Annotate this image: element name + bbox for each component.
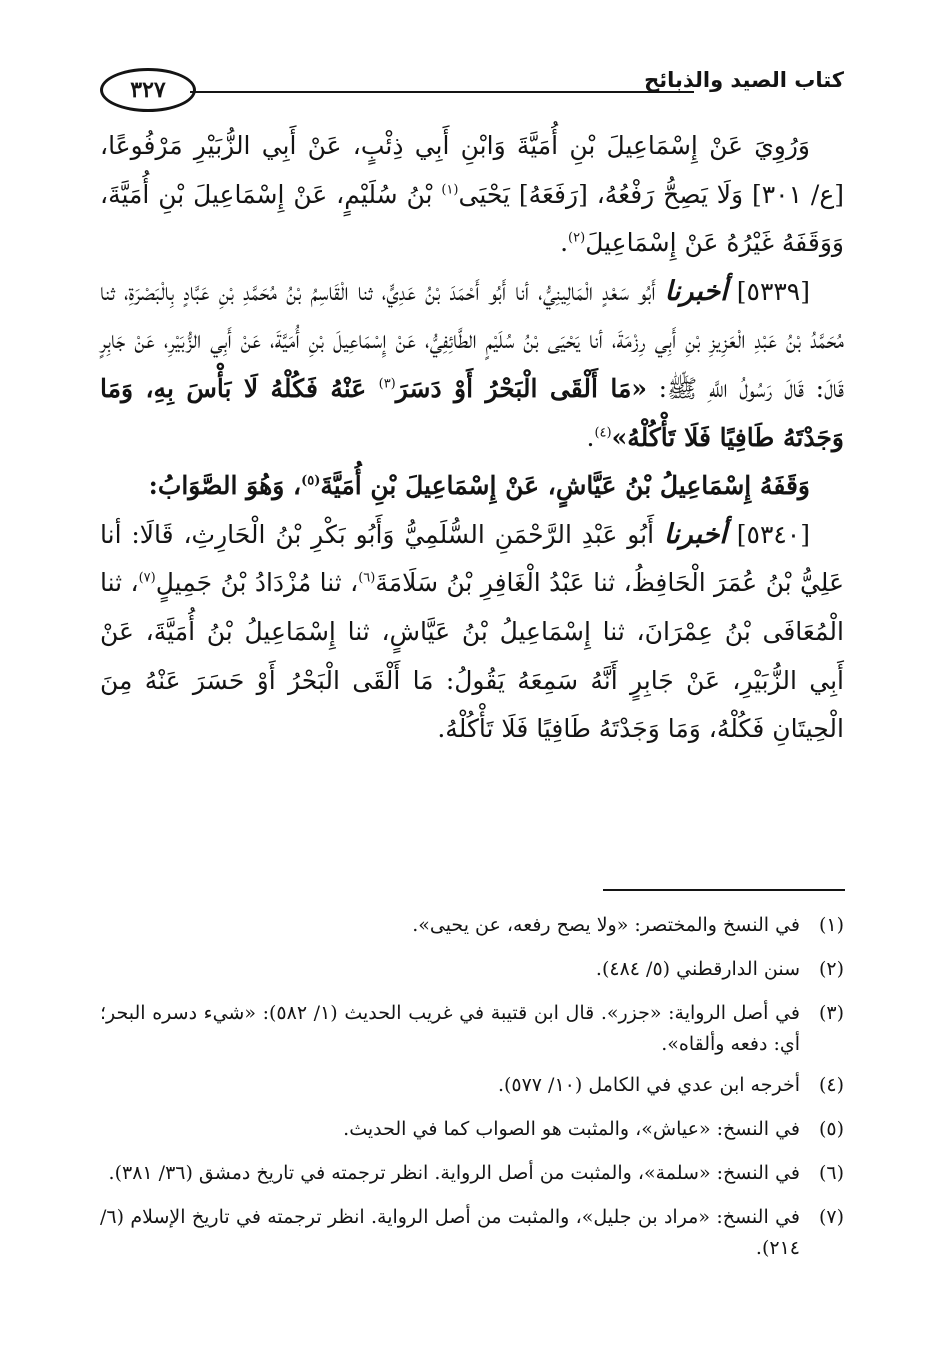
hadith-5339	[100, 268, 844, 462]
footnote-text: أخرجه ابن عدي في الكامل (١٠/ ٥٧٧).	[497, 1074, 800, 1096]
footnote-number: (٧)	[818, 1206, 844, 1228]
footnote-number: (٦)	[818, 1162, 844, 1184]
footnote-5	[100, 1114, 844, 1145]
page-header	[100, 66, 844, 122]
hadith-number-5339: [٥٣٣٩]	[736, 276, 810, 306]
hadith-5340-text-b: ، ثنا مُزْدَادُ بْنُ جَمِيلٍ	[155, 568, 359, 598]
footnote-ref-2[interactable]: (٢)	[568, 230, 586, 246]
footnote-text: في النسخ: «عياش»، والمثبت هو الصواب كما في الحديث.	[343, 1118, 800, 1140]
hadith-5339-matn-a: «مَا أَلْقَى الْبَحْرُ أَوْ دَسَرَ	[395, 373, 647, 403]
paragraph-waqf-text: وَقَفَهُ إِسْمَاعِيلُ بْنُ عَيَّاشٍ، عَنْ إِسْمَاعِيلَ بْنِ أُمَيَّةَ	[320, 471, 810, 501]
footnote-ref-6[interactable]: (٦)	[358, 571, 376, 587]
hadith-5340-text-c: ، ثنا الْمُعَافَى بْنُ عِمْرَانَ، ثنا إِسْمَاعِيلُ بْنُ عَيَّاشٍ، ثنا إِسْمَاعِيلُ بْنُ أُمَيَّةَ، عَنْ أَبِي الزُّبَيْرِ، عَنْ جَابِرٍ أَنَّهُ سَمِعَهُ يَقُولُ: مَا أَلْقَى الْبَحْرُ أَوْ حَسَرَ عَنْهُ مِنَ الْحِيتَانِ فَكُلْهُ، وَمَا وَجَدْتَهُ طَافِيًا فَلَا تَأْكُلْهُ.	[100, 568, 844, 744]
footnote-1	[100, 910, 844, 941]
footnote-3	[100, 998, 844, 1060]
hadith-5339-end: .	[586, 422, 595, 452]
footnote-text: في النسخ والمختصر: «ولا يصح رفعه، عن يحيى».	[412, 914, 800, 936]
footnote-ref-3[interactable]: (٣)	[378, 376, 396, 392]
akhbarana-label-2: أخبرنا	[663, 518, 727, 550]
footnote-7	[100, 1202, 844, 1264]
footnotes	[100, 910, 844, 1274]
footnote-number: (٣)	[818, 1002, 844, 1024]
footnote-ref-1[interactable]: (١)	[441, 182, 459, 198]
hadith-5340	[100, 511, 844, 754]
paragraph-1	[100, 122, 844, 268]
hadith-5340-text-a: أَبُو عَبْدِ الرَّحْمَنِ السُّلَمِيُّ وَأَبُو بَكْرِ بْنُ الْحَارِثِ، قَالَا: أنا عَلِيُّ بْنُ عُمَرَ الْحَافِظُ، ثنا عَبْدُ الْغَافِرِ بْنُ سَلَامَةَ	[100, 519, 845, 598]
paragraph-waqf	[100, 462, 844, 511]
footnote-ref-7[interactable]: (٧)	[138, 571, 156, 587]
footnote-separator	[603, 889, 845, 891]
footnote-text: في النسخ: «مراد بن جليل»، والمثبت من أصل الرواية. انظر ترجمته في تاريخ الإسلام (٦/ ٢١٤).	[100, 1206, 800, 1259]
footnote-ref-4[interactable]: (٤)	[594, 425, 612, 441]
paragraph-1-end: .	[560, 228, 569, 258]
paragraph-1-text: وَرُوِيَ عَنْ إِسْمَاعِيلَ بْنِ أُمَيَّةَ وَابْنِ أَبِي ذِئْبٍ، عَنْ أَبِي الزُّبَيْرِ مَرْفُوعًا، [ع/ ٣٠١] وَلَا يَصِحُّ رَفْعُهُ، [رَفَعَهُ] يَحْيَى	[100, 131, 844, 209]
footnote-text: في النسخ: «سلمة»، والمثبت من أصل الرواية. انظر ترجمته في تاريخ دمشق (٣٦/ ٣٨١).	[108, 1162, 800, 1184]
paragraph-waqf-end: ، وَهُوَ الصَّوَابُ:	[148, 471, 302, 501]
hadith-number-5340: [٥٣٤٠]	[736, 519, 810, 549]
footnote-number: (٢)	[818, 958, 844, 980]
hadith-5339-isnad: أَبُو سَعْدٍ الْمَالِينِيُّ، أنا أَبُو أَحْمَدَ بْنُ عَدِيٍّ، ثنا الْقَاسِمُ بْنُ مُحَمَّدِ بْنِ عَبَّادٍ بِالْبَصْرَةِ، ثنا مُحَمَّدُ بْنُ عَبْدِ الْعَزِيزِ بْنِ أَبِي رِزْمَةَ، أنا يَحْيَى بْنُ سُلَيْمٍ الطَّائِفِيُّ، عَنْ إِسْمَاعِيلَ بْنِ أُمَيَّةَ، عَنْ أَبِي الزُّبَيْرِ، عَنْ جَابِرٍ قَالَ: قَالَ رَسُولُ اللَّهِ ﷺ:	[100, 276, 844, 403]
header-rule	[190, 91, 694, 93]
footnote-text: سنن الدارقطني (٥/ ٤٨٤).	[595, 958, 800, 980]
book-title: كتاب الصيد والذبائح	[644, 68, 844, 92]
footnote-2	[100, 954, 844, 985]
paragraph-1-text-cont: بْنُ سُلَيْمٍ، عَنْ إِسْمَاعِيلَ بْنِ أُمَيَّةَ، وَوَقَفَهُ غَيْرُهُ عَنْ إِسْمَاعِيلَ	[100, 179, 844, 258]
hadith-5339-matn-b: عَنْهُ فَكُلْهُ لَا بَأْسَ بِهِ، وَمَا وَجَدْتَهُ طَافِيًا فَلَا تَأْكُلْهُ»	[100, 373, 844, 452]
footnote-number: (٤)	[818, 1074, 844, 1096]
footnote-4	[100, 1070, 844, 1101]
footnote-number: (٥)	[818, 1118, 844, 1140]
footnote-number: (١)	[818, 914, 844, 936]
footnote-ref-5[interactable]: (٥)	[301, 473, 321, 489]
footnote-6	[100, 1158, 844, 1189]
page-number: ٣٢٧	[100, 68, 196, 112]
akhbarana-label: أخبرنا	[664, 275, 728, 307]
main-text	[100, 122, 844, 754]
footnote-text: في أصل الرواية: «جزر». قال ابن قتيبة في غريب الحديث (١/ ٥٨٢): «شيء دسره البحر؛ أي: دفعه وألقاه».	[100, 1002, 800, 1055]
